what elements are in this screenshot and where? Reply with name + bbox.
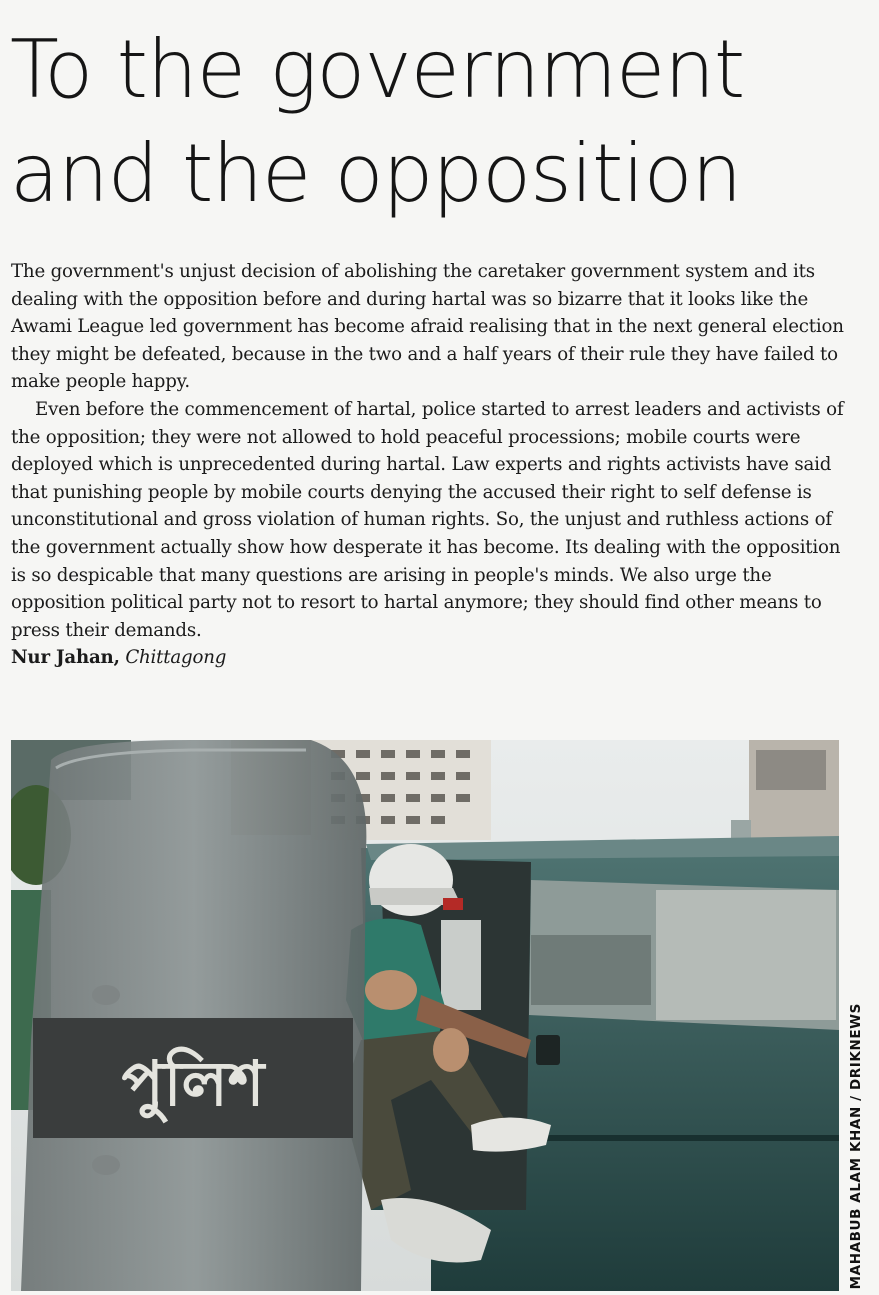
news-photo (11, 740, 839, 1291)
letter-body (11, 258, 851, 672)
byline (11, 644, 851, 672)
photo-credit-text: MAHABUB ALAM KHAN / DRIKNEWS (848, 1002, 864, 1289)
photo-credit (842, 740, 870, 1291)
byline-author: Nur Jahan, (11, 647, 120, 669)
paragraph-2: Even before the commencement of hartal, police started to arrest leaders and activists of the opposition; they were not allowed to hold peaceful processions; mobile courts were deployed which is unprecedented during hartal. Law experts and rights activists have said that punishing people by mobile courts denying the accused their right to self defense is unconstitutional and gross violation of human rights. So, the unjust and ruthless actions of the government actually show how desperate it has become. Its dealing with the opposition is so despicable that many questions are arising in people's minds. We also urge the opposition political party not to resort to hartal anymore; they should find other means to press their demands. (11, 398, 844, 641)
headline (10, 18, 870, 226)
headline-line-2: and the opposition (10, 127, 742, 220)
byline-location: Chittagong (125, 647, 227, 669)
shield-label: পুলিশ (121, 1047, 265, 1120)
paragraph-1: The government's unjust decision of abolishing the caretaker government system and its dealing with the opposition before and during hartal was so bizarre that it looks like the Awami League led government has become afraid realising that in the next general election they might be defeated, because in the two and a half years of their rule they have failed to make people happy. (11, 261, 844, 393)
photo-illustration (11, 740, 839, 1291)
headline-line-1: To the government (10, 23, 745, 116)
